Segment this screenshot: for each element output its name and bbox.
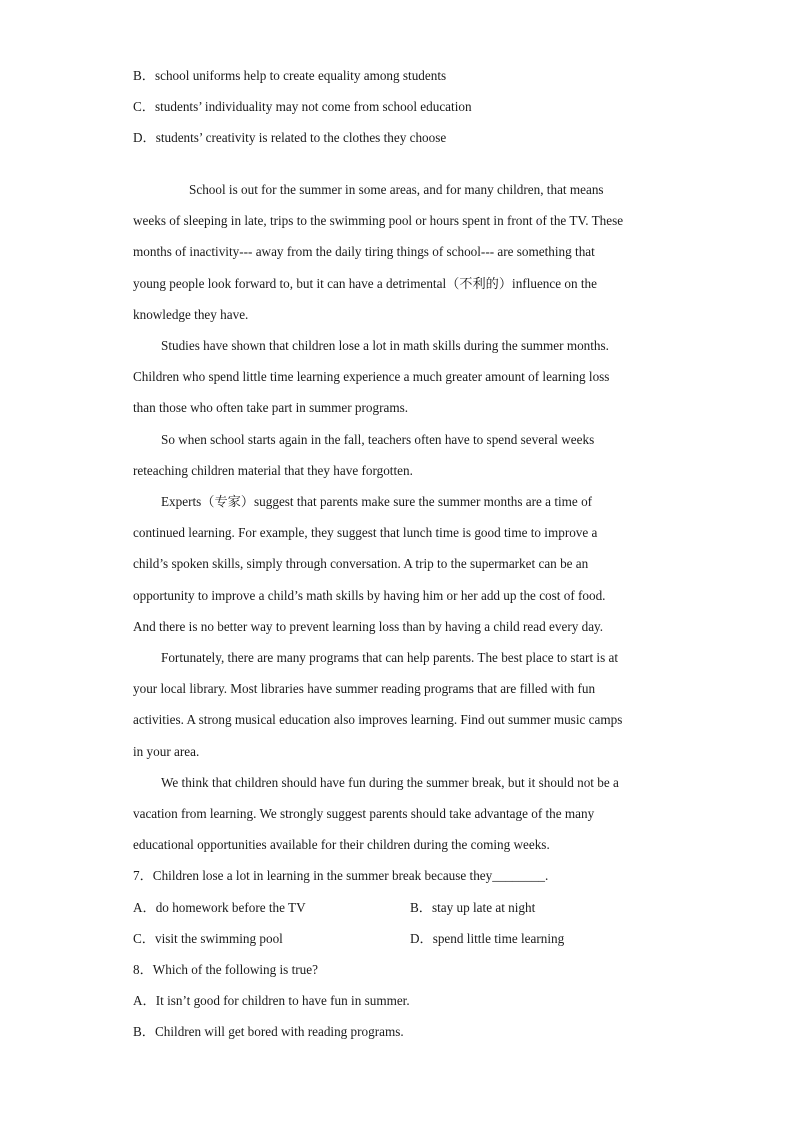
passage-line: weeks of sleeping in late, trips to the swimming pool or hours spent in front of the TV. These xyxy=(133,213,624,228)
question-7-option-a[interactable]: A．do homework before the TV xyxy=(133,900,306,915)
prev-option-b: B．school uniforms help to create equality among students xyxy=(133,68,447,83)
question-8-option-b[interactable]: B．Children will get bored with reading programs. xyxy=(133,1024,404,1039)
passage-line: your local library. Most libraries have summer reading programs that are filled with fun xyxy=(133,681,596,696)
passage-line: in your area. xyxy=(133,744,200,759)
question-8-stem: 8．Which of the following is true? xyxy=(133,962,318,977)
passage-line: Children who spend little time learning experience a much greater amount of learning loss xyxy=(133,369,610,384)
passage-line: educational opportunities available for their children during the coming weeks. xyxy=(133,837,550,852)
passage-line: Fortunately, there are many programs that can help parents. The best place to start is at xyxy=(161,650,619,665)
passage-line: vacation from learning. We strongly suggest parents should take advantage of the many xyxy=(133,806,595,821)
question-7-option-d[interactable]: D．spend little time learning xyxy=(410,931,565,946)
prev-option-c: C．students’ individuality may not come from school education xyxy=(133,99,472,114)
passage-line: School is out for the summer in some areas, and for many children, that means xyxy=(189,182,604,197)
passage-line: opportunity to improve a child’s math skills by having him or her add up the cost of food. xyxy=(133,588,606,603)
passage-line: child’s spoken skills, simply through conversation. A trip to the supermarket can be an xyxy=(133,556,589,571)
question-7-option-c[interactable]: C．visit the swimming pool xyxy=(133,931,283,946)
passage-line: young people look forward to, but it can have a detrimental（不利的）influence on the xyxy=(133,276,597,291)
passage-line: So when school starts again in the fall, teachers often have to spend several weeks xyxy=(161,432,595,447)
passage-line: Experts（专家）suggest that parents make sure the summer months are a time of xyxy=(161,494,593,509)
question-7-option-b[interactable]: B．stay up late at night xyxy=(410,900,536,915)
passage-line: months of inactivity--- away from the daily tiring things of school--- are something that xyxy=(133,244,595,259)
passage-line: And there is no better way to prevent learning loss than by having a child read every day. xyxy=(133,619,604,634)
passage-line: than those who often take part in summer programs. xyxy=(133,400,409,415)
passage-line: activities. A strong musical education also improves learning. Find out summer music camps xyxy=(133,712,623,727)
passage-line: continued learning. For example, they suggest that lunch time is good time to improve a xyxy=(133,525,598,540)
passage-line: Studies have shown that children lose a lot in math skills during the summer months. xyxy=(161,338,609,353)
prev-option-d: D．students’ creativity is related to the clothes they choose xyxy=(133,130,447,145)
question-7-stem: 7．Children lose a lot in learning in the summer break because they________. xyxy=(133,868,549,883)
question-8-option-a[interactable]: A．It isn’t good for children to have fun in summer. xyxy=(133,993,410,1008)
passage-line: knowledge they have. xyxy=(133,307,249,322)
passage-line: We think that children should have fun during the summer break, but it should not be a xyxy=(161,775,619,790)
passage-line: reteaching children material that they have forgotten. xyxy=(133,463,413,478)
